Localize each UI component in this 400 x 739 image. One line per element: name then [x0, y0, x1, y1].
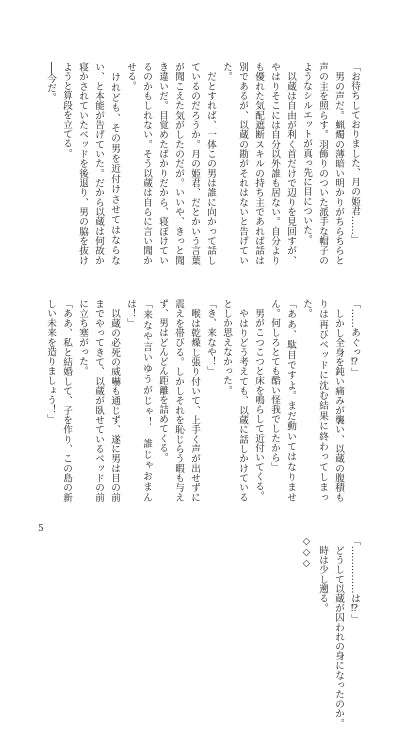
scene-break: ◇◇◇ [301, 536, 312, 569]
paragraph: 「お待ちしておりました、月の姫君……」 [349, 62, 360, 245]
paragraph: 男の声だ。蝋燭の薄暗い明かりがちらちらと声の主を照らす。羽飾りのついた派手な帽子のようなシルエットが真っ先に目についた。 [301, 62, 344, 265]
paragraph: しかし全身を鈍い痛みが襲い、以蔵の腹積もりは再びベッドに沈む結果に終わってしまった。 [301, 299, 344, 502]
paragraph: 「き、来なや！」 [205, 299, 216, 376]
paragraph: 「……あぐっ⁉」 [349, 299, 360, 378]
paragraph: ──今だ。 [45, 62, 56, 103]
paragraph: 喉は乾燥し張り付いて、上手く声が出せずに震えを帯びる。しかしそれを恥じらう暇も与えず、男はどんどん距離を詰めてくる。 [157, 299, 200, 502]
paragraph: だとすれば、一体この男は誰に向かって話しているのだろうか。月の姫君、だとかいう言葉が聞こえた気がしたのだが。いいや、きっと聞き違いだ。目覚めたばかりだから、寝ぼけているのかもしれない。そう以蔵は自らに言い聞かせる。 [125, 62, 216, 265]
paragraph: 時は少し遡る。 [317, 536, 328, 613]
paragraph: やはりどう考えても、以蔵に話しかけているとしか思えなかった。 [221, 299, 248, 502]
paragraph: 以蔵は自由が利く首だけで辺りを見回すが、やはりそこには自分以外誰も居ない。自分よりも優れた気配遮断スキルの持ち主であれば話は別であるが、以蔵の勘がそれはないと告げていた。 [221, 62, 296, 265]
paragraph: どうして以蔵が囚われの身になったのか。 [333, 536, 344, 728]
page-number: 5 [38, 524, 44, 534]
paragraph: 「ああ、駄目ですよ。まだ動いてはなりません。何しろとても酷い怪我でしたから」 [269, 299, 296, 502]
paragraph: 「来なや言いゆうがじゃ！ 誰じゃおまんは！」 [125, 299, 152, 502]
vertical-text-body [36, 62, 362, 728]
paragraph: 「ああ、私と結婚して、子を作り、この島の新しい未来を造りましょう！」 [45, 299, 72, 502]
paragraph: 以蔵の必死の威嚇も通じず、遂に男は目の前までやってきて、以蔵が臥せているベッドの前に立ち塞がった。 [77, 299, 120, 502]
paragraph: 男がこつこつと床を鳴らして近付いてくる。 [253, 299, 264, 501]
paragraph: けれども、その男を近付けさせてはならない、と本能が告げていた。だから以蔵は何故か寝かされていたベッドを後退り、男の脇を抜けようと算段を立てる。 [61, 62, 120, 265]
paragraph: 「……………は⁉」 [349, 536, 360, 624]
